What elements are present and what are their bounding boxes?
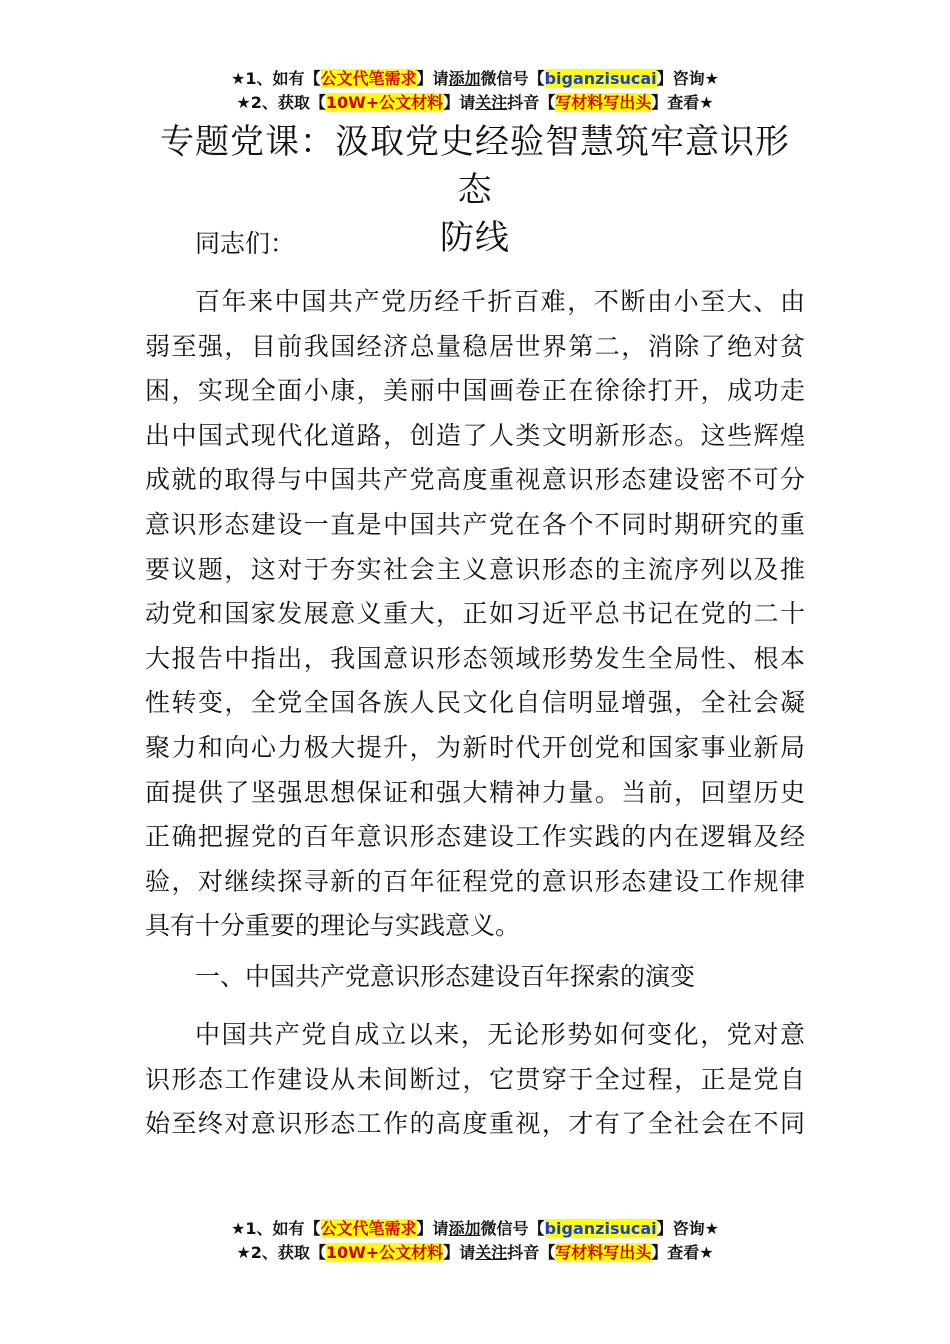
banner-underlined: 添加 <box>448 69 481 88</box>
paragraph-line: 困，实现全面小康，美丽中国画卷正在徐徐打开，成功走 <box>145 376 805 406</box>
banner-highlight: 公文代笔需求 <box>320 69 417 88</box>
paragraph-line: 始至终对意识形态工作的高度重视，才有了全社会在不同 <box>145 1109 805 1139</box>
banner-highlight: 公文代笔需求 <box>320 1219 417 1238</box>
banner-wechat-id: biganzisucai <box>544 69 657 88</box>
paragraph-line: 意识形态建设一直是中国共产党在各个不同时期研究的重 <box>145 509 805 539</box>
paragraph-line: 中国共产党自成立以来，无论形势如何变化，党对意 <box>195 1020 805 1049</box>
banner-text: ★2、获取【 <box>236 93 326 112</box>
banner-text: 抖音【 <box>507 93 556 112</box>
banner-line-2 <box>0 91 950 115</box>
banner-highlight: 10W+公文材料 <box>325 1243 444 1262</box>
banner-text: 微信号【 <box>480 69 545 88</box>
banner-text: 微信号【 <box>480 1219 545 1238</box>
paragraph-line: 正确把握党的百年意识形态建设工作实践的内在逻辑及经 <box>145 822 805 852</box>
paragraph-1 <box>145 280 805 949</box>
banner-douyin-id: 写材料写出头 <box>555 1243 652 1262</box>
banner-douyin-id: 写材料写出头 <box>555 93 652 112</box>
paragraph-line: 出中国式现代化道路，创造了人类文明新形态。这些辉煌 <box>145 420 805 450</box>
title-line-1: 专题党课：汲取党史经验智慧筑牢意识形态 <box>160 122 790 210</box>
banner-line-1 <box>0 1217 950 1241</box>
banner-text: 】查看★ <box>651 1243 714 1262</box>
banner-text: ★1、如有【 <box>231 1219 321 1238</box>
paragraph-line: 聚力和向心力极大提升，为新时代开创党和国家事业新局 <box>145 732 805 762</box>
paragraph-line: 动党和国家发展意义重大，正如习近平总书记在党的二十 <box>145 599 805 629</box>
paragraph-line: 具有十分重要的理论与实践意义。 <box>145 911 521 941</box>
greeting: 同志们： <box>195 229 296 258</box>
banner-text: ★1、如有【 <box>231 69 321 88</box>
banner-text: 】请 <box>416 1219 449 1238</box>
paragraph-line: 成就的取得与中国共产党高度重视意识形态建设密不可分 <box>145 465 805 495</box>
footer-banner <box>0 1217 950 1265</box>
paragraph-2 <box>145 1013 805 1147</box>
paragraph-line: 大报告中指出，我国意识形态领域形势发生全局性、根本 <box>145 643 805 673</box>
banner-text: 】请 <box>443 1243 476 1262</box>
banner-line-2 <box>0 1241 950 1265</box>
banner-text: 】请 <box>416 69 449 88</box>
paragraph-line: 识形态工作建设从未间断过，它贯穿于全过程，正是党自 <box>145 1064 805 1094</box>
banner-text: 】咨询★ <box>656 69 719 88</box>
banner-text: 】请 <box>443 93 476 112</box>
section-heading-1: 一、中国共产党意识形态建设百年探索的演变 <box>195 962 696 991</box>
paragraph-line: 验，对继续探寻新的百年征程党的意识形态建设工作规律 <box>145 866 805 896</box>
banner-text: 】咨询★ <box>656 1219 719 1238</box>
paragraph-line: 性转变，全党全国各族人民文化自信明显增强，全社会凝 <box>145 688 805 718</box>
banner-text: 】查看★ <box>651 93 714 112</box>
banner-text: ★2、获取【 <box>236 1243 326 1262</box>
paragraph-line: 要议题，这对于夯实社会主义意识形态的主流序列以及推 <box>145 554 805 584</box>
header-banner <box>0 67 950 115</box>
paragraph-line: 百年来中国共产党历经千折百难，不断由小至大、由 <box>195 287 805 316</box>
banner-text: 抖音【 <box>507 1243 556 1262</box>
banner-line-1 <box>0 67 950 91</box>
paragraph-line: 弱至强，目前我国经济总量稳居世界第二，消除了绝对贫 <box>145 331 805 361</box>
banner-highlight: 10W+公文材料 <box>325 93 444 112</box>
banner-wechat-id: biganzisucai <box>544 1219 657 1238</box>
title-line-2: 防线 <box>440 218 510 258</box>
banner-underlined: 关注 <box>475 1243 508 1262</box>
paragraph-line: 面提供了坚强思想保证和强大精神力量。当前，回望历史 <box>145 777 805 807</box>
banner-underlined: 添加 <box>448 1219 481 1238</box>
banner-underlined: 关注 <box>475 93 508 112</box>
